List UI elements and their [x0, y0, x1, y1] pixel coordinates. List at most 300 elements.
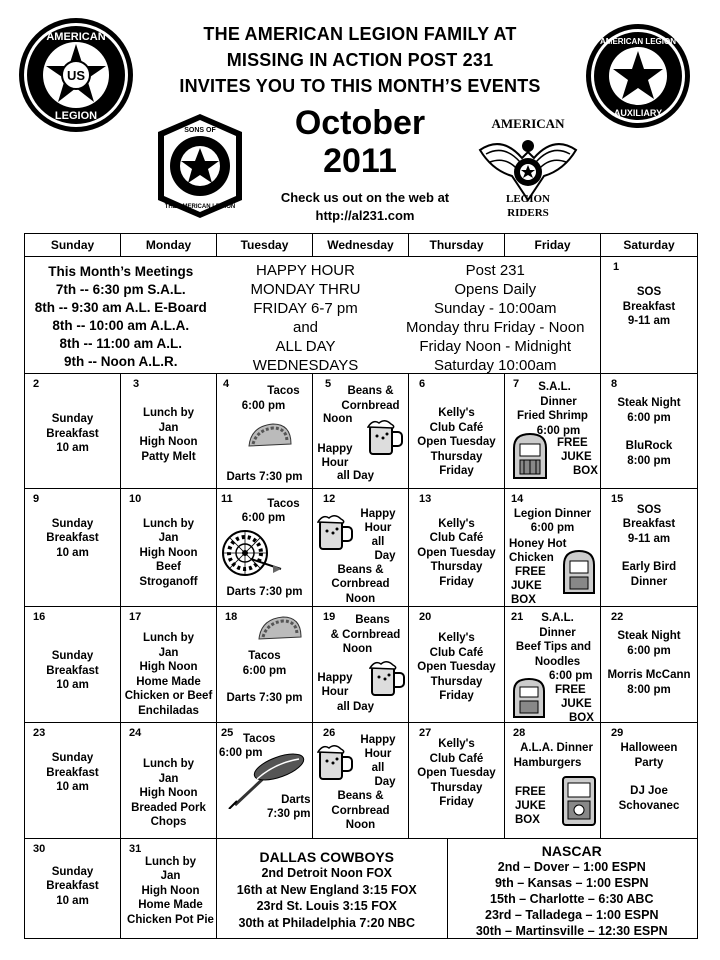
day-number: 3	[133, 378, 140, 391]
event-line: Stroganoff	[139, 575, 198, 588]
event-line: High Noon	[139, 546, 198, 559]
event-line: Happy	[317, 443, 353, 456]
race-line: 9th – Kansas – 1:00 ESPN	[494, 875, 649, 890]
day-cell-22	[601, 607, 698, 723]
day-number: 17	[129, 611, 142, 624]
month-title: October	[294, 104, 426, 142]
event-line: Patty Melt	[141, 450, 196, 463]
day-5-beans	[333, 384, 408, 413]
event-line: Schovanec	[618, 799, 680, 812]
day-number: 24	[129, 727, 142, 740]
legion-top-text: AMERICAN	[46, 31, 106, 43]
event-line: 8:00 pm	[627, 454, 671, 467]
free-jukebox	[557, 436, 598, 478]
game-line: 2nd Detroit Noon FOX	[261, 866, 393, 881]
event-line: JUKE	[511, 579, 542, 592]
event-line: Cornbread	[331, 578, 390, 591]
darts-time: Darts 7:30 pm	[226, 471, 303, 484]
day-number: 20	[419, 611, 432, 624]
day-8-events	[601, 396, 697, 468]
event-line: & Cornbread	[330, 628, 401, 641]
event-line: Open Tuesday	[417, 436, 496, 449]
event-line: BOX	[511, 593, 536, 606]
week-3-row	[25, 488, 698, 606]
event-line	[601, 425, 697, 439]
event-line: JUKE	[561, 698, 592, 711]
event-line: BluRock	[625, 440, 673, 453]
event-line: Breakfast	[46, 766, 99, 779]
free-jukebox	[515, 785, 546, 827]
day-number: 7	[513, 378, 520, 391]
day-number: 15	[611, 492, 624, 505]
event-line: High Noon	[139, 436, 198, 449]
event-line: Thursday	[430, 561, 483, 574]
jukebox-icon	[561, 549, 597, 595]
day-cell-30	[25, 838, 121, 938]
meeting-item: 8th -- 11:00 am A.L.	[59, 336, 183, 352]
auxiliary-top-text: AMERICAN LEGION	[600, 37, 676, 46]
event-line: Hour	[321, 686, 349, 699]
event-line: BOX	[573, 465, 598, 478]
event-line: Halloween	[620, 742, 678, 755]
event-line: JUKE	[561, 451, 592, 464]
event-line: Fried Shrimp	[517, 410, 588, 423]
legion-dinner	[505, 507, 600, 536]
event-line: Honey Hot	[509, 537, 567, 550]
event-line: FREE	[555, 684, 586, 697]
darts-time: Darts 7:30 pm	[226, 692, 303, 705]
day-cell-4	[217, 374, 313, 488]
day-cell-20	[409, 607, 505, 723]
free-jukebox	[511, 565, 546, 607]
event-line: Steak Night	[617, 397, 681, 410]
event-line: 10 am	[56, 442, 89, 455]
game-line: 23rd St. Louis 3:15 FOX	[256, 899, 397, 914]
game-line: 16th at New England 3:15 FOX	[236, 882, 417, 897]
day-cell-14	[505, 488, 601, 606]
kellys-cafe	[409, 737, 504, 810]
jukebox-icon	[561, 775, 597, 827]
event-line: Sunday	[51, 752, 94, 765]
event-line: Breakfast	[46, 664, 99, 677]
event-line: Sunday	[51, 865, 94, 878]
header-line-1: THE AMERICAN LEGION FAMILY AT	[203, 24, 517, 44]
event-line: Dinner	[540, 395, 577, 408]
day-cell-6	[409, 374, 505, 488]
taco-icon	[257, 615, 303, 641]
happy-hour-text	[203, 261, 409, 375]
meetings-list	[25, 263, 217, 371]
event-line: Tacos	[267, 385, 300, 398]
day-cell-7	[505, 374, 601, 488]
day-cell-11	[217, 488, 313, 606]
event-line: Jan	[158, 772, 179, 785]
event-line: 6:00 pm	[219, 747, 263, 760]
event-line: Tacos	[267, 497, 300, 510]
event-line: Enchiladas	[138, 704, 199, 717]
event-line: Early Bird	[621, 561, 677, 574]
day-number: 21	[511, 611, 524, 624]
day-cell-29	[601, 723, 698, 838]
event-line: Happy	[360, 507, 396, 520]
day-cell-17	[121, 607, 217, 723]
event-line: Lunch by	[142, 632, 195, 645]
event-line: Open Tuesday	[417, 546, 496, 559]
event-line: Open Tuesday	[417, 661, 496, 674]
event-line: Morris McCann	[607, 669, 691, 682]
event-line: 6:00 pm	[536, 424, 581, 437]
happy-hour-label	[355, 507, 401, 563]
happy-hour-line: HAPPY HOUR	[256, 262, 355, 280]
event-line: 10 am	[56, 679, 89, 692]
event-line: S.A.L.	[541, 612, 574, 625]
week-1-row	[25, 257, 698, 374]
day-number: 11	[221, 492, 233, 505]
happy-hour-line: and	[292, 319, 319, 337]
day-cell-16	[25, 607, 121, 723]
event-line: 6:00 pm	[627, 644, 671, 657]
post-hours-line: Post 231	[465, 262, 525, 280]
event-line: Breaded Pork	[131, 801, 206, 814]
jukebox-icon	[511, 677, 547, 719]
event-line: Beans	[355, 614, 390, 627]
event-line: 6:00 pm	[241, 399, 286, 412]
day-26-beans	[313, 789, 408, 833]
event-line: Kelly's	[438, 738, 475, 751]
weekday-monday: Monday	[121, 234, 217, 257]
day-number: 8	[611, 378, 618, 391]
event-line: Sunday	[51, 517, 94, 530]
event-line: all	[371, 762, 385, 775]
weekday-tuesday: Tuesday	[217, 234, 313, 257]
day-cell-12	[313, 488, 409, 606]
event-line: JUKE	[515, 800, 546, 813]
day-cell-25	[217, 723, 313, 838]
day-number: 13	[419, 492, 432, 505]
meetings-title: This Month’s Meetings	[48, 264, 194, 280]
event-line: Day	[374, 776, 396, 789]
day-cell-18	[217, 607, 313, 723]
day-cell-27	[409, 723, 505, 838]
event-line: Dinner	[630, 575, 668, 588]
event-line: Tacos	[243, 733, 276, 746]
american-legion-emblem	[17, 16, 135, 134]
event-line: Happy	[360, 734, 396, 747]
sons-of-legion-emblem	[152, 112, 248, 220]
event-line: High Noon	[139, 787, 198, 800]
event-line: Thursday	[430, 450, 483, 463]
post-hours-cell	[406, 257, 601, 375]
event-line	[601, 546, 697, 560]
day-cell-9	[25, 488, 121, 606]
event-line: Breakfast	[622, 300, 676, 313]
day-cell-21	[505, 607, 601, 723]
day-cell-3	[121, 374, 217, 488]
event-line: Lunch by	[142, 517, 195, 530]
event-line: A.L.A. Dinner	[520, 742, 593, 755]
jukebox-icon	[511, 432, 549, 480]
year-title: 2011	[323, 142, 397, 180]
website-url[interactable]: http://al231.com	[315, 208, 415, 223]
event-line: Club Café	[429, 421, 484, 434]
event-line: FREE	[515, 565, 546, 578]
event-line: Beans &	[337, 563, 384, 576]
sal-dinner	[515, 611, 600, 669]
day-cell-31	[121, 838, 217, 938]
event-line: Club Café	[429, 646, 484, 659]
sal-dinner	[517, 380, 600, 438]
event-line: High Noon	[141, 884, 200, 897]
event-line: Hour	[321, 457, 349, 470]
event-line: Breakfast	[46, 532, 99, 545]
day-1-events	[601, 285, 697, 329]
race-line: 15th – Charlotte – 6:30 ABC	[490, 891, 654, 906]
event-line: Club Café	[429, 532, 484, 545]
day-cell-24	[121, 723, 217, 838]
event-line: Lunch by	[142, 758, 195, 771]
event-line: Party	[634, 756, 664, 769]
happy-hour-label	[315, 442, 355, 470]
game-line: 30th at Philadelphia 7:20 NBC	[238, 915, 415, 930]
happy-hour-line: MONDAY THRU	[250, 281, 361, 299]
event-line: 10 am	[56, 546, 89, 559]
weekday-saturday: Saturday	[601, 234, 698, 257]
event-line: Lunch by	[142, 407, 195, 420]
day-number: 18	[225, 611, 238, 624]
day-23-events	[25, 751, 120, 795]
day-22-events	[601, 629, 697, 697]
week-6-row	[25, 838, 698, 938]
riders-legion-text: LEGION	[505, 193, 551, 205]
beer-mug-icon	[317, 743, 353, 781]
day-31-events	[125, 855, 216, 928]
event-line: all	[371, 535, 385, 548]
event-line: Kelly's	[438, 407, 475, 420]
post-hours-text	[387, 261, 605, 375]
event-line: SOS	[636, 503, 662, 516]
event-line: 6:00 pm	[549, 670, 593, 683]
event-line: Friday	[439, 465, 474, 478]
event-line: Jan	[160, 870, 181, 883]
day-3-events	[121, 406, 216, 464]
race-line: 23rd – Talladega – 1:00 ESPN	[485, 907, 659, 922]
meeting-item: 8th -- 10:00 am A.L.A.	[52, 318, 190, 334]
event-line: BOX	[515, 814, 540, 827]
website-label: Check us out on the web at	[280, 190, 450, 205]
event-line: Breakfast	[46, 880, 99, 893]
darts-time	[267, 793, 310, 821]
day-cell-5	[313, 374, 409, 488]
day-number: 6	[419, 378, 426, 391]
event-line: all Day	[337, 470, 375, 483]
happy-hour-line: FRIDAY 6-7 pm	[253, 300, 358, 318]
post-hours-line: Sunday - 10:00am	[433, 300, 557, 318]
event-line: Home Made	[136, 675, 201, 688]
event-line: Lunch by	[144, 855, 197, 868]
event-line: Beef	[156, 561, 181, 574]
meetings-cell	[25, 257, 217, 374]
event-line: 10 am	[56, 781, 89, 794]
event-line: Chicken Pot Pie	[127, 913, 214, 926]
event-line: Noon	[345, 819, 376, 832]
event-line: Beef Tips and	[515, 641, 592, 654]
day-16-events	[25, 649, 120, 693]
day-cell-19	[313, 607, 409, 723]
day-cell-1	[601, 257, 698, 374]
event-line: Thursday	[430, 781, 483, 794]
day-30-events	[25, 865, 120, 909]
meeting-item: 7th -- 6:30 pm S.A.L.	[55, 282, 186, 298]
day-18-tacos	[217, 649, 312, 678]
event-line: 6:00 pm	[242, 664, 287, 677]
darts-time: Darts 7:30 pm	[226, 585, 303, 598]
event-line: Chops	[150, 816, 187, 829]
event-line: Dinner	[539, 626, 576, 639]
week-2-row	[25, 374, 698, 488]
day-number: 23	[33, 727, 46, 740]
day-24-events	[121, 757, 216, 830]
event-line: Friday	[439, 690, 474, 703]
day-number: 4	[223, 378, 230, 391]
auxiliary-bottom-text: AUXILIARY	[613, 108, 663, 118]
event-line: Cornbread	[331, 804, 390, 817]
day-cell-10	[121, 488, 217, 606]
day-number: 12	[323, 492, 336, 505]
event-line: 8:00 pm	[627, 683, 671, 696]
day-number: 27	[419, 727, 432, 740]
nascar-cell	[409, 838, 698, 938]
day-number: 9	[33, 492, 40, 505]
beer-mug-icon	[369, 659, 405, 697]
happy-hour-label	[315, 671, 355, 699]
event-line: Thursday	[430, 675, 483, 688]
event-line: Hour	[364, 748, 392, 761]
event-line: Club Café	[429, 752, 484, 765]
day-number: 26	[323, 727, 336, 740]
ala-dinner	[509, 741, 600, 770]
legion-center-text: US	[66, 68, 86, 83]
event-line: Steak Night	[617, 630, 681, 643]
event-line: 7:30 pm	[267, 808, 311, 821]
event-line	[601, 770, 697, 784]
event-line: Noodles	[534, 655, 581, 668]
post-hours-line: Monday thru Friday - Noon	[406, 319, 585, 337]
weekday-friday: Friday	[505, 234, 601, 257]
event-line: Jan	[158, 421, 179, 434]
meeting-item: 8th -- 9:30 am A.L. E-Board	[34, 300, 207, 316]
post-hours-line: Opens Daily	[454, 281, 537, 299]
day-number: 30	[33, 842, 46, 855]
event-line: DJ Joe	[630, 785, 668, 798]
legion-bottom-text: LEGION	[54, 110, 98, 122]
legion-riders-emblem	[472, 110, 584, 222]
day-15-events	[601, 503, 697, 590]
week-5-row	[25, 723, 698, 838]
event-line: 6:00 pm	[627, 411, 671, 424]
day-29-events	[601, 741, 697, 813]
post-hours-line: Friday Noon - Midnight	[419, 338, 572, 356]
event-line: Beans &	[337, 790, 384, 803]
day-number: 28	[513, 727, 526, 740]
event-line: Happy	[317, 672, 353, 685]
day-cell-13	[409, 488, 505, 606]
day-number: 14	[511, 492, 524, 505]
event-line: Open Tuesday	[417, 767, 496, 780]
event-line: High Noon	[139, 661, 198, 674]
event-line: Hour	[364, 521, 392, 534]
event-line: SOS	[636, 286, 662, 299]
free-jukebox	[549, 669, 594, 725]
day-12-beans	[313, 563, 408, 607]
race-line: 2nd – Dover – 1:00 ESPN	[497, 859, 646, 874]
day-19-beans	[323, 613, 408, 657]
event-line: 10 am	[56, 894, 89, 907]
day-number: 1	[613, 261, 620, 274]
dartboard-icon	[221, 529, 285, 579]
event-line: Darts	[281, 794, 311, 807]
riders-riders-text: RIDERS	[507, 207, 549, 219]
event-line	[601, 658, 697, 668]
riders-top-text: AMERICAN	[491, 116, 565, 131]
day-number: 16	[33, 611, 46, 624]
event-line: 6:00 pm	[530, 522, 575, 535]
event-line: Sunday	[51, 413, 94, 426]
day-number: 2	[33, 378, 40, 391]
event-line: Chicken or Beef	[124, 690, 213, 703]
event-line: Kelly's	[438, 517, 475, 530]
event-line: Legion Dinner	[513, 507, 592, 520]
day-number: 22	[611, 611, 624, 624]
event-line: 6:00 pm	[241, 512, 286, 525]
day-number: 10	[129, 492, 142, 505]
header-line-3: INVITES YOU TO THIS MONTH’S EVENTS	[179, 76, 541, 96]
event-line: 9-11 am	[627, 315, 671, 328]
event-line: Noon	[342, 643, 373, 656]
event-line: Cornbread	[341, 399, 400, 412]
cowboys-title: DALLAS COWBOYS	[259, 848, 395, 865]
event-line: BOX	[569, 712, 594, 725]
october-calendar	[24, 233, 698, 939]
event-line: Breakfast	[622, 518, 676, 531]
day-number: 29	[611, 727, 624, 740]
happy-hour-line: ALL DAY	[275, 338, 336, 356]
event-line: Chicken	[509, 551, 554, 564]
day-cell-2	[25, 374, 121, 488]
happy-hour-label	[355, 733, 401, 789]
day-9-events	[25, 517, 120, 561]
day-2-events	[25, 412, 120, 456]
event-line: Tacos	[248, 650, 281, 663]
event-line: Beans &	[347, 385, 394, 398]
weekday-thursday: Thursday	[409, 234, 505, 257]
event-line: FREE	[515, 786, 546, 799]
day-cell-15	[601, 488, 698, 606]
day-cell-26	[313, 723, 409, 838]
nascar-title: NASCAR	[541, 842, 602, 859]
kellys-cafe	[409, 406, 504, 479]
meeting-item: 9th -- Noon A.L.R.	[64, 354, 178, 370]
cowboys-schedule	[217, 849, 437, 932]
day-number: 5	[325, 378, 332, 391]
sons-top-text: SONS OF	[184, 127, 216, 134]
event-line: Breakfast	[46, 427, 99, 440]
event-line: Jan	[158, 646, 179, 659]
event-line: Noon	[323, 413, 353, 426]
day-number: 31	[129, 842, 142, 855]
event-line: all Day	[337, 701, 375, 714]
event-line: 9-11 am	[627, 532, 671, 545]
kellys-cafe	[409, 631, 504, 704]
